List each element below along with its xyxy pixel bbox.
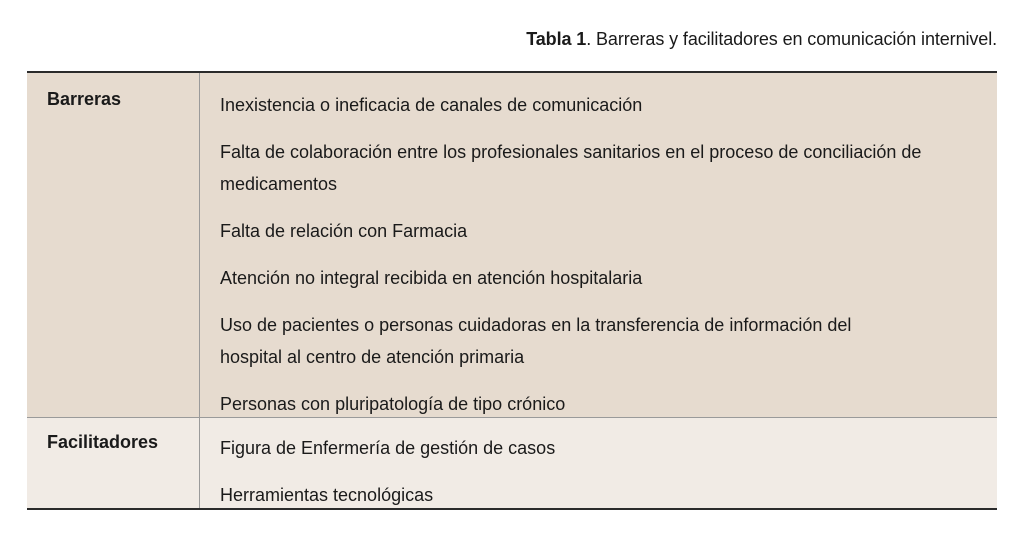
caption-label: Tabla 1 [526, 29, 587, 49]
caption-text: . Barreras y facilitadores en comunicación internivel. [586, 29, 997, 49]
data-table [27, 71, 997, 510]
list-item: Falta de colaboración entre los profesionales sanitarios en el proceso de conciliación de medicamentos [220, 142, 922, 194]
list-item: Atención no integral recibida en atención hospitalaria [220, 268, 643, 288]
list-item: Figura de Enfermería de gestión de casos [220, 438, 556, 458]
list-item: Falta de relación con Farmacia [220, 221, 468, 241]
table-row-facilitadores [27, 417, 997, 508]
table-caption [526, 29, 997, 50]
list-item: Herramientas tecnológicas [220, 485, 434, 505]
list-item: Uso de pacientes o personas cuidadoras en la transferencia de información del hospital al centro de atención primaria [220, 315, 852, 367]
category-label: Facilitadores [27, 418, 200, 508]
item-list [200, 73, 997, 417]
list-item: Personas con pluripatología de tipo crónico [220, 394, 566, 414]
table-row-barreras [27, 73, 997, 417]
category-label: Barreras [27, 73, 200, 417]
list-item: Inexistencia o ineficacia de canales de comunicación [220, 95, 643, 115]
item-list [200, 418, 997, 508]
